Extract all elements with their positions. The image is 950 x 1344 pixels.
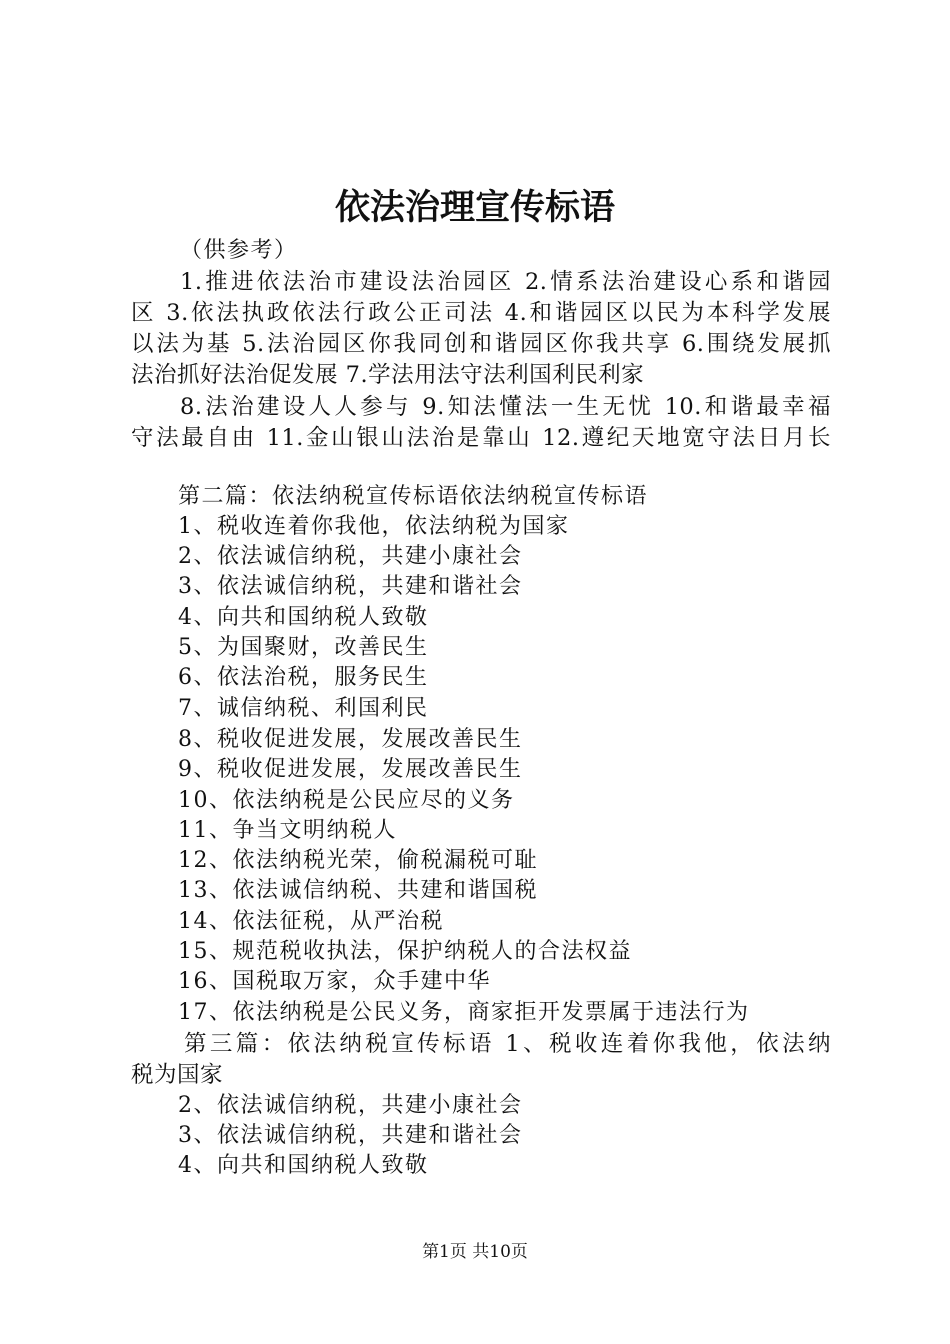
paragraph-1-line-2: 区 3.依法执政依法行政公正司法 4.和谐园区以民为本科学发展 bbox=[131, 300, 831, 326]
paragraph-2-line-1: 8.法治建设人人参与 9.知法懂法一生无忧 10.和谐最幸福 bbox=[180, 394, 831, 420]
list-item: 14、依法征税，从严治税 bbox=[178, 909, 444, 934]
document-title: 依法治理宣传标语 bbox=[334, 187, 615, 228]
list-item: 3、依法诚信纳税，共建和谐社会 bbox=[178, 1123, 523, 1148]
reference-note: （供参考） bbox=[180, 238, 298, 263]
section-2-heading: 第二篇：依法纳税宣传标语依法纳税宣传标语 bbox=[178, 484, 649, 509]
list-item: 12、依法纳税光荣，偷税漏税可耻 bbox=[178, 848, 538, 873]
list-item: 4、向共和国纳税人致敬 bbox=[178, 1153, 429, 1178]
list-item: 2、依法诚信纳税，共建小康社会 bbox=[178, 544, 523, 569]
list-item: 3、依法诚信纳税，共建和谐社会 bbox=[178, 574, 523, 599]
list-item: 10、依法纳税是公民应尽的义务 bbox=[178, 788, 515, 813]
list-item: 17、依法纳税是公民义务，商家拒开发票属于违法行为 bbox=[178, 1000, 750, 1025]
paragraph-2-line-2: 守法最自由 11.金山银山法治是靠山 12.遵纪天地宽守法日月长 bbox=[131, 425, 831, 451]
page-footer: 第1页 共10页 bbox=[422, 1242, 528, 1262]
list-item: 7、诚信纳税、利国利民 bbox=[178, 696, 429, 721]
section-3-heading-line-1: 第三篇：依法纳税宣传标语 1、税收连着你我他，依法纳 bbox=[184, 1031, 831, 1057]
list-item: 5、为国聚财，改善民生 bbox=[178, 635, 429, 660]
paragraph-1-line-1: 1.推进依法治市建设法治园区 2.情系法治建设心系和谐园 bbox=[180, 269, 831, 295]
list-item: 4、向共和国纳税人致敬 bbox=[178, 605, 429, 630]
list-item: 6、依法治税，服务民生 bbox=[178, 665, 429, 690]
list-item: 13、依法诚信纳税、共建和谐国税 bbox=[178, 878, 538, 903]
paragraph-1-line-4: 法治抓好法治促发展 7.学法用法守法利国利民利家 bbox=[131, 362, 645, 388]
paragraph-1-line-3: 以法为基 5.法治园区你我同创和谐园区你我共享 6.围绕发展抓 bbox=[131, 331, 831, 357]
list-item: 8、税收促进发展，发展改善民生 bbox=[178, 727, 523, 752]
list-item: 9、税收促进发展，发展改善民生 bbox=[178, 757, 523, 782]
list-item: 2、依法诚信纳税，共建小康社会 bbox=[178, 1093, 523, 1118]
list-item: 11、争当文明纳税人 bbox=[178, 818, 397, 843]
section-3-heading-line-2: 税为国家 bbox=[131, 1062, 224, 1088]
list-item: 15、规范税收执法，保护纳税人的合法权益 bbox=[178, 939, 632, 964]
list-item: 16、国税取万家，众手建中华 bbox=[178, 969, 491, 994]
list-item: 1、税收连着你我他，依法纳税为国家 bbox=[178, 514, 570, 539]
